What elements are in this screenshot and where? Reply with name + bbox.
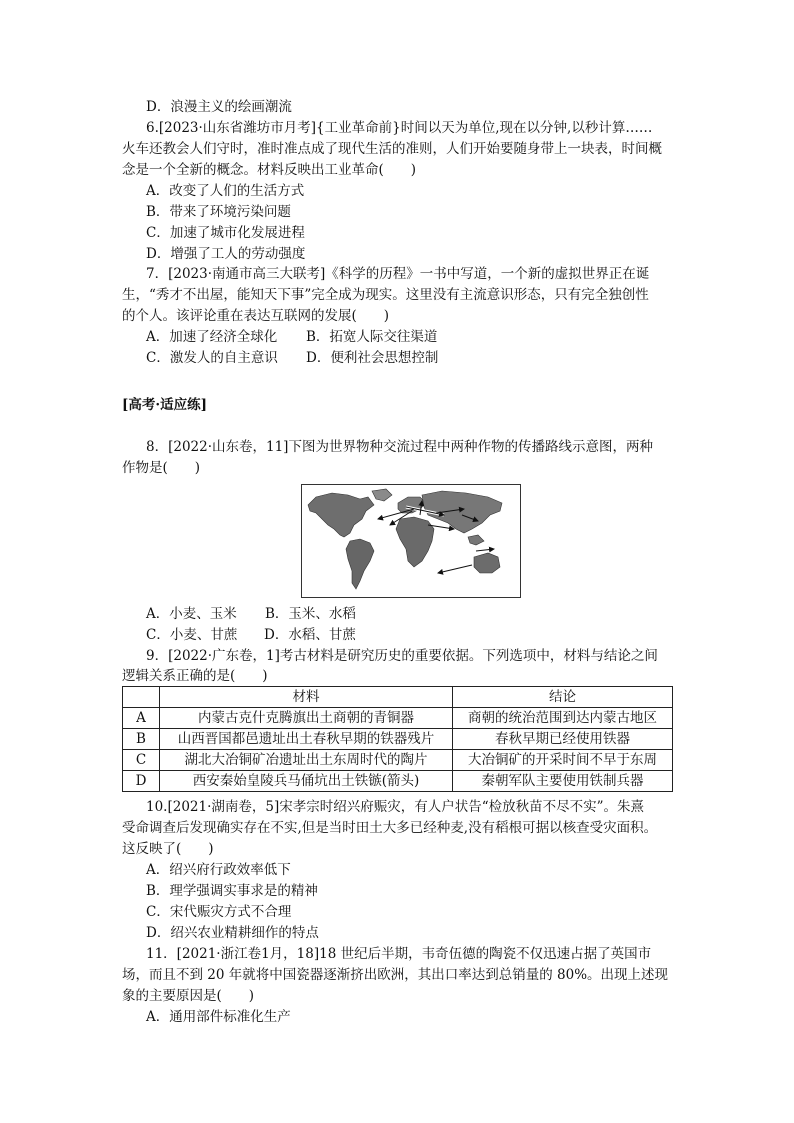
q8-stem-line-2: 作物是( ) xyxy=(122,460,201,476)
q7-options-row-2 xyxy=(146,348,438,368)
table-cell: B xyxy=(123,729,160,750)
q6-option-d: D．增强了工人的劳动强度 xyxy=(146,246,306,262)
section-title: [高考·适应练] xyxy=(122,397,207,413)
q7-option-a: A．加速了经济全球化 xyxy=(146,329,278,345)
q10-option-c: C．宋代赈灾方式不合理 xyxy=(146,904,292,920)
q6-stem-line-3: 念是一个全新的概念。材料反映出工业革命( ) xyxy=(122,162,417,178)
q6-stem-line-2: 火车还教会人们守时，准时准点成了现代生活的准则，人们开始要随身带上一块表，时间概 xyxy=(122,141,662,157)
q7-stem-line-3: 的个人。该评论重在表达互联网的发展( ) xyxy=(122,308,390,324)
q6-option-b: B．带来了环境污染问题 xyxy=(146,204,291,220)
q8-option-d: D．水稻、甘蔗 xyxy=(264,627,356,643)
q6-option-a: A．改变了人们的生活方式 xyxy=(146,183,305,199)
table-header-cell: 材料 xyxy=(160,687,453,708)
q7-stem-line-1: 7．[2023·南通市高三大联考]《科学的历程》一书中写道，一个新的虚拟世界正在诞 xyxy=(146,266,650,282)
table-row xyxy=(123,771,673,792)
q10-option-a: A．绍兴府行政效率低下 xyxy=(146,862,291,878)
q8-option-c: C．小麦、甘蔗 xyxy=(146,627,238,643)
q8-options-row-2 xyxy=(146,625,356,645)
q10-stem-line-3: 这反映了( ) xyxy=(122,841,214,857)
q6-stem-line-1: 6.[2023·山东省潍坊市月考]{工业革命前}时间以天为单位,现在以分钟,以秒计算…… xyxy=(146,120,653,136)
q7-option-d: D．便利社会思想控制 xyxy=(306,350,439,366)
q9-table xyxy=(122,686,673,792)
q11-option-a: A．通用部件标准化生产 xyxy=(146,1009,291,1025)
table-cell: 山西晋国都邑遗址出土春秋早期的铁器残片 xyxy=(160,729,453,750)
table-cell: D xyxy=(123,771,160,792)
table-row xyxy=(123,750,673,771)
q11-stem-line-1: 11．[2021·浙江卷1月，18]18 世纪后半期，韦奇伍德的陶瓷不仅迅速占据了英国市 xyxy=(146,946,652,962)
q10-option-d: D．绍兴农业精耕细作的特点 xyxy=(146,925,319,941)
world-map-icon xyxy=(301,484,521,598)
q7-options-row-1 xyxy=(146,327,437,347)
q8-options-row-1 xyxy=(146,604,356,624)
table-cell: 湖北大冶铜矿冶遗址出土东周时代的陶片 xyxy=(160,750,453,771)
q5-option-d: D．浪漫主义的绘画潮流 xyxy=(146,99,292,115)
q8-stem-line-1: 8．[2022·山东卷，11]下图为世界物种交流过程中两种作物的传播路线示意图，两种 xyxy=(146,439,653,455)
table-header-row xyxy=(123,687,673,708)
table-cell: 商朝的统治范围到达内蒙古地区 xyxy=(453,708,673,729)
table-cell: 大冶铜矿的开采时间不早于东周 xyxy=(453,750,673,771)
q10-option-b: B．理学强调实事求是的精神 xyxy=(146,883,318,899)
table-row xyxy=(123,729,673,750)
table-cell: 秦朝军队主要使用铁制兵器 xyxy=(453,771,673,792)
q8-option-a: A．小麦、玉米 xyxy=(146,606,237,622)
table-cell: C xyxy=(123,750,160,771)
table-header-cell xyxy=(123,687,160,708)
q8-option-b: B．玉米、水稻 xyxy=(265,606,356,622)
table-cell: A xyxy=(123,708,160,729)
q7-option-c: C．激发人的自主意识 xyxy=(146,350,278,366)
q6-option-c: C．加速了城市化发展进程 xyxy=(146,225,305,241)
table-cell: 西安秦始皇陵兵马俑坑出土铁镞(箭头) xyxy=(160,771,453,792)
table-cell: 春秋早期已经使用铁器 xyxy=(453,729,673,750)
q10-stem-line-1: 10.[2021·湖南卷，5]宋孝宗时绍兴府赈灾，有人户状告“检放秋苗不尽不实”。朱熹 xyxy=(146,799,645,815)
q9-stem-line-2: 逻辑关系正确的是( ) xyxy=(122,668,268,684)
q11-stem-line-3: 象的主要原因是( ) xyxy=(122,988,255,1004)
q7-option-b: B．拓宽人际交往渠道 xyxy=(306,329,438,345)
table-row xyxy=(123,708,673,729)
table-header-cell: 结论 xyxy=(453,687,673,708)
q11-stem-line-2: 场，而且不到 20 年就将中国瓷器逐渐挤出欧洲，其出口率达到总销量的 80%。出现上述现 xyxy=(122,967,669,983)
q9-stem-line-1: 9．[2022·广东卷，1]考古材料是研究历史的重要依据。下列选项中，材料与结论之间 xyxy=(146,648,658,664)
q10-stem-line-2: 受命调查后发现确实存在不实,但是当时田土大多已经种麦,没有稻根可据以核查受灾面积。 xyxy=(122,820,658,836)
q7-stem-line-2: 生，“秀才不出屋，能知天下事”完全成为现实。这里没有主流意识形态，只有完全独创性 xyxy=(122,287,649,303)
table-cell: 内蒙古克什克腾旗出土商朝的青铜器 xyxy=(160,708,453,729)
